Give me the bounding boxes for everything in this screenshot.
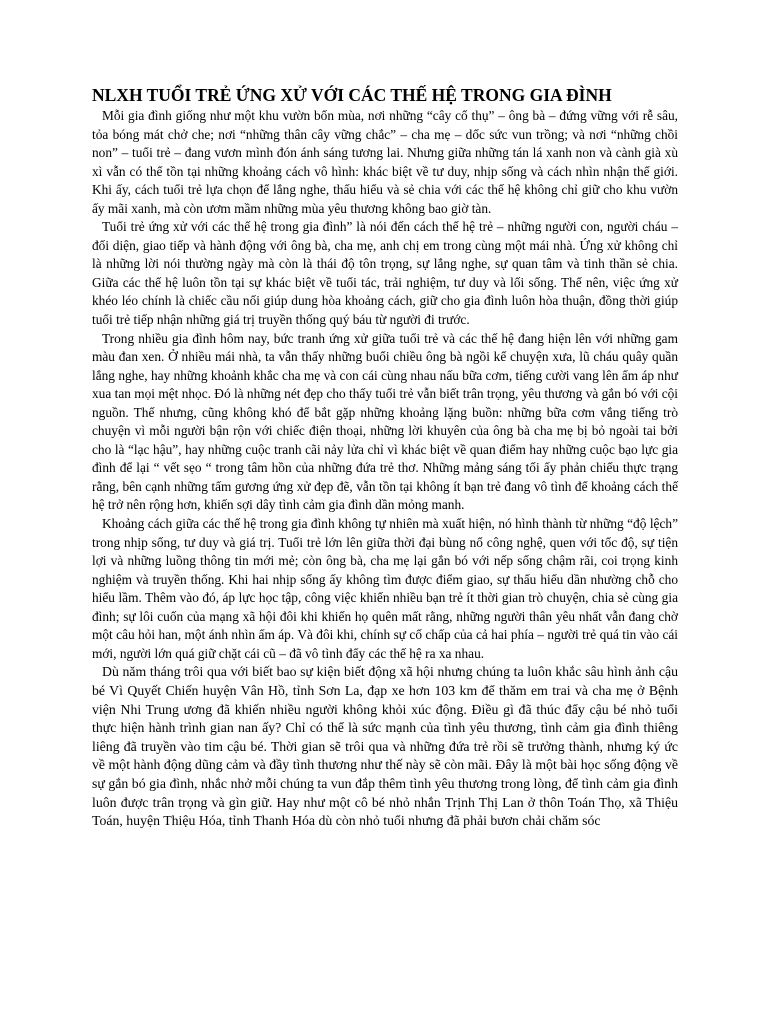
paragraph-examples: Dù năm tháng trôi qua với biết bao sự kiện biết động xã hội nhưng chúng ta luôn khắc sâu hình ảnh cậu bé Vì Quyết Chiến huyện Vân Hồ, tỉnh Sơn La, đạp xe hơn 103 km để thăm em trai và cha mẹ ở Bệnh viện Nhi Trung ương đã khiến nhiều người không khỏi xúc động. Điều gì đã thúc đẩy cậu bé nhỏ tuổi thực hiện hành trình gian nan ấy? Chỉ có thể là sức mạnh của tình yêu thương, tình cảm gia đình thiêng liêng đã truyền vào tim cậu bé. Thời gian sẽ trôi qua và những đứa trẻ rồi sẽ trưởng thành, nhưng ký ức về một hành động dũng cảm và đầy tình thương như thế này sẽ còn mãi. Đây là một bài học sống động về sự gắn bó gia đình, nhắc nhở mỗi chúng ta vun đắp thêm tình yêu thương trong lòng, để tình cảm gia đình luôn được trân trọng và gìn giữ. Hay như một cô bé nhỏ nhắn Trịnh Thị Lan ở thôn Toán Thọ, xã Thiệu Toán, huyện Thiệu Hóa, tỉnh Thanh Hóa dù còn nhỏ tuổi nhưng đã phải bươn chải chăm sóc [92, 664, 678, 829]
paragraph-definition: Tuổi trẻ ứng xử với các thế hệ trong gia đình” là nói đến cách thế hệ trẻ – những người con, người cháu – đối diện, giao tiếp và hành động với ông bà, cha mẹ, anh chị em trong cùng một mái nhà. Ứng xử không chỉ là những lời nói thường ngày mà còn là thái độ tôn trọng, sự lắng nghe, sự quan tâm và tinh thần sẻ chia. Giữa các thế hệ luôn tồn tại sự khác biệt về tuổi tác, trải nghiệm, tư duy và lối sống. Thế nên, việc ứng xử khéo léo chính là chiếc cầu nối giúp dung hòa khoảng cách, giữ cho gia đình luôn hòa thuận, đồng thời giúp tuổi trẻ tiếp nhận những giá trị truyền thống quý báu từ người đi trước. [92, 219, 678, 328]
paragraph-causes: Khoảng cách giữa các thế hệ trong gia đình không tự nhiên mà xuất hiện, nó hình thành từ những “độ lệch” trong nhịp sống, tư duy và giá trị. Tuổi trẻ lớn lên giữa thời đại bùng nổ công nghệ, quen với tốc độ, sự tiện lợi và những luồng thông tin mới mẻ; còn ông bà, cha mẹ lại gắn bó với nếp sống chậm rãi, coi trọng kinh nghiệm và truyền thống. Khi hai nhịp sống ấy không tìm được điểm giao, sự thấu hiểu dần nhường chỗ cho hiểu lầm. Thêm vào đó, áp lực học tập, công việc khiến nhiều bạn trẻ ít thời gian trò chuyện, chia sẻ cùng gia đình; sự lôi cuốn của mạng xã hội đôi khi khiến họ quên mất rằng, những người thân yêu nhất vẫn đang chờ một câu hỏi han, một ánh nhìn ấm áp. Và đôi khi, chính sự cố chấp của cả hai phía – người trẻ quá tin vào cái mới, người lớn quá giữ chặt cái cũ – đã vô tình đẩy các thế hệ ra xa nhau. [92, 516, 678, 661]
document-title: NLXH TUỔI TRẺ ỨNG XỬ VỚI CÁC THẾ HỆ TRONG GIA ĐÌNH [92, 85, 612, 105]
document-page [92, 84, 678, 831]
paragraph-current-situation: Trong nhiều gia đình hôm nay, bức tranh ứng xử giữa tuổi trẻ và các thế hệ đang hiện lên với những gam màu đan xen. Ở nhiều mái nhà, ta vẫn thấy những buổi chiều ông bà ngồi kể chuyện xưa, lũ cháu quây quần lắng nghe, hay những khoảnh khắc cha mẹ và con cái cùng nhau nấu bữa cơm, tiếng cười vang lên ấm áp như xua tan mọi mệt nhọc. Đó là những nét đẹp cho thấy tuổi trẻ vẫn biết trân trọng, yêu thương và gắn bó với cội nguồn. Thế nhưng, cũng không khó để bắt gặp những khoảng lặng buồn: những bữa cơm vắng tiếng trò chuyện vì mỗi người bận rộn với chiếc điện thoại, những lời khuyên của ông bà cha mẹ bị bỏ ngoài tai bởi cho là “lạc hậu”, hay những cuộc tranh cãi nảy lửa chỉ vì khác biệt về quan điểm hay những cuộc bạo lực gia đình để lại “ vết sẹo “ trong tâm hồn của những đứa trẻ thơ. Những mảng sáng tối ấy phản chiếu thực trạng rằng, bên cạnh những tấm gương ứng xử đẹp đẽ, vẫn tồn tại không ít bạn trẻ đang vô tình để khoảng cách thế hệ trở nên rộng hơn, khiến sợi dây tình cảm gia đình dần mỏng manh. [92, 330, 678, 513]
paragraph-intro: Mỗi gia đình giống như một khu vườn bốn mùa, nơi những “cây cổ thụ” – ông bà – đứng vững với rễ sâu, tỏa bóng mát chở che; nơi “những thân cây vững chắc” – cha mẹ – dốc sức vun trồng; và nơi “những chồi non” – tuổi trẻ – đang vươn mình đón ánh sáng tương lai. Nhưng giữa những tán lá xanh non và cành già xù xì vẫn có thể tồn tại những khoảng cách vô hình: khác biệt về tư duy, nhịp sống và cách nhìn nhận thế giới. Khi ấy, cách tuổi trẻ lựa chọn để lắng nghe, thấu hiểu và sẻ chia với các thế hệ không chỉ giữ cho khu vườn ấy mãi xanh, mà còn ươm mầm những mùa yêu thương không bao giờ tàn. [92, 108, 678, 216]
